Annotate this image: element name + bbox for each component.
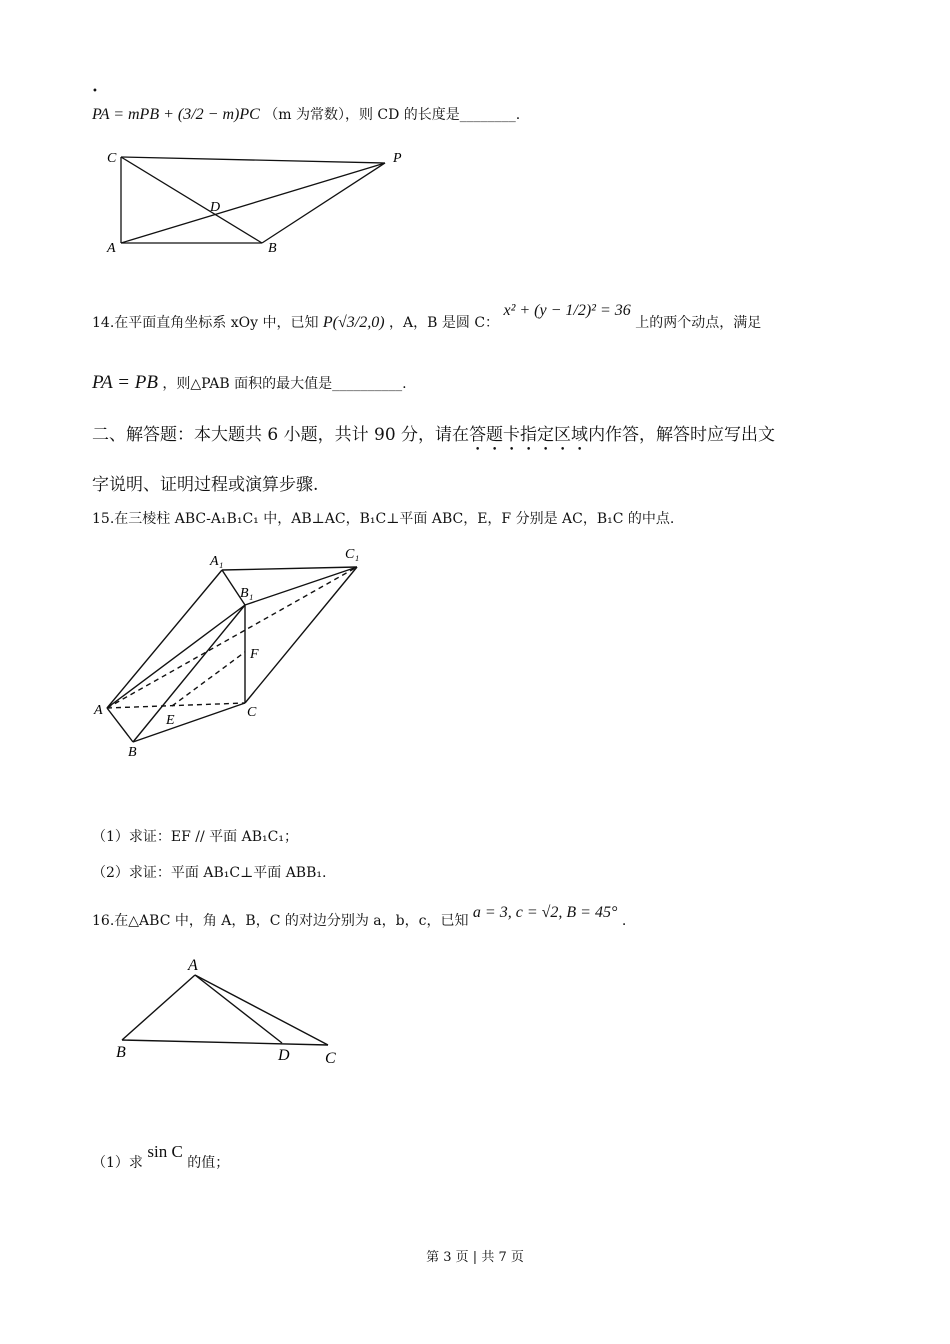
label-A: A — [188, 957, 198, 974]
q14-text-a: 14.在平面直角坐标系 xOy 中，已知 — [92, 315, 319, 331]
label-A: A — [107, 241, 116, 256]
vector-formula: PA = mPB + (3/2 − m)PC — [92, 106, 260, 123]
section-2-line2: 字说明、证明过程或演算步骤. — [92, 475, 319, 495]
q16-text: 16.在△ABC 中，角 A，B，C 的对边分别为 a，b，c，已知 — [92, 913, 469, 929]
emphasis-text: 答题卡指定区域 — [469, 425, 589, 445]
label-D: D — [278, 1047, 290, 1064]
question-15-stem: 15.在三棱柱 ABC-A₁B₁C₁ 中，AB⊥AC，B₁C⊥平面 ABC，E，F 分别是 AC，B₁C 的中点. — [92, 511, 675, 527]
label-P: P — [393, 151, 402, 166]
label-D: D — [210, 200, 221, 215]
label-B: B — [116, 1044, 126, 1061]
label-C: C — [107, 151, 117, 166]
figure-3-labels — [116, 957, 336, 1067]
label-C1: C₁ — [345, 547, 360, 562]
question-15-part2: （2）求证：平面 AB₁C⊥平面 ABB₁. — [92, 865, 327, 881]
section-2-text-b: 内作答，解答时应写出文 — [588, 425, 776, 445]
figure-1 — [121, 157, 385, 243]
figure-1-labels — [106, 151, 402, 256]
label-A: A — [94, 703, 103, 718]
q14-text-b: ，A，B 是圆 C： — [389, 315, 500, 331]
question-15-part1: （1）求证：EF // 平面 AB₁C₁； — [92, 829, 298, 845]
label-B1: B₁ — [240, 586, 254, 601]
figure-2-labels — [93, 547, 359, 760]
question-16-part1 — [92, 1142, 230, 1172]
label-A1: A₁ — [210, 554, 224, 569]
question-14-line2 — [92, 372, 407, 394]
q16-part1-b: 的值； — [187, 1155, 230, 1171]
label-C: C — [325, 1050, 336, 1067]
question-13-tail: （m 为常数），则 CD 的长度是________. — [264, 107, 521, 123]
figure-3 — [122, 975, 328, 1045]
question-16-stem — [92, 904, 627, 930]
pa-eq-pb: PA = PB — [92, 372, 158, 393]
q16-part1-a: （1）求 — [92, 1155, 143, 1171]
label-B: B — [268, 241, 277, 256]
point-P-formula: P(√3/2,0) — [322, 314, 385, 331]
label-E: E — [166, 713, 175, 728]
section-2-heading — [92, 420, 775, 455]
q16-end: . — [621, 913, 627, 929]
question-14-line1 — [92, 302, 762, 332]
circle-equation: x² + (y − 1/2)² = 36 — [503, 302, 631, 319]
q14-text-d: ，则△PAB 面积的最大值是__________. — [162, 376, 407, 392]
bullet-dot: • — [92, 86, 98, 97]
q14-text-c: 上的两个动点，满足 — [635, 315, 762, 331]
label-C: C — [247, 705, 257, 720]
given-values: a = 3, c = √2, B = 45° — [472, 904, 618, 921]
page-footer: 第 3 页 | 共 7 页 — [426, 1250, 524, 1265]
section-2-text-a: 二、解答题：本大题共 6 小题，共计 90 分，请在 — [92, 425, 470, 445]
label-F: F — [250, 647, 259, 662]
sin-c-formula: sin C — [147, 1142, 183, 1161]
figure-2 — [107, 567, 357, 742]
label-B: B — [128, 745, 137, 760]
